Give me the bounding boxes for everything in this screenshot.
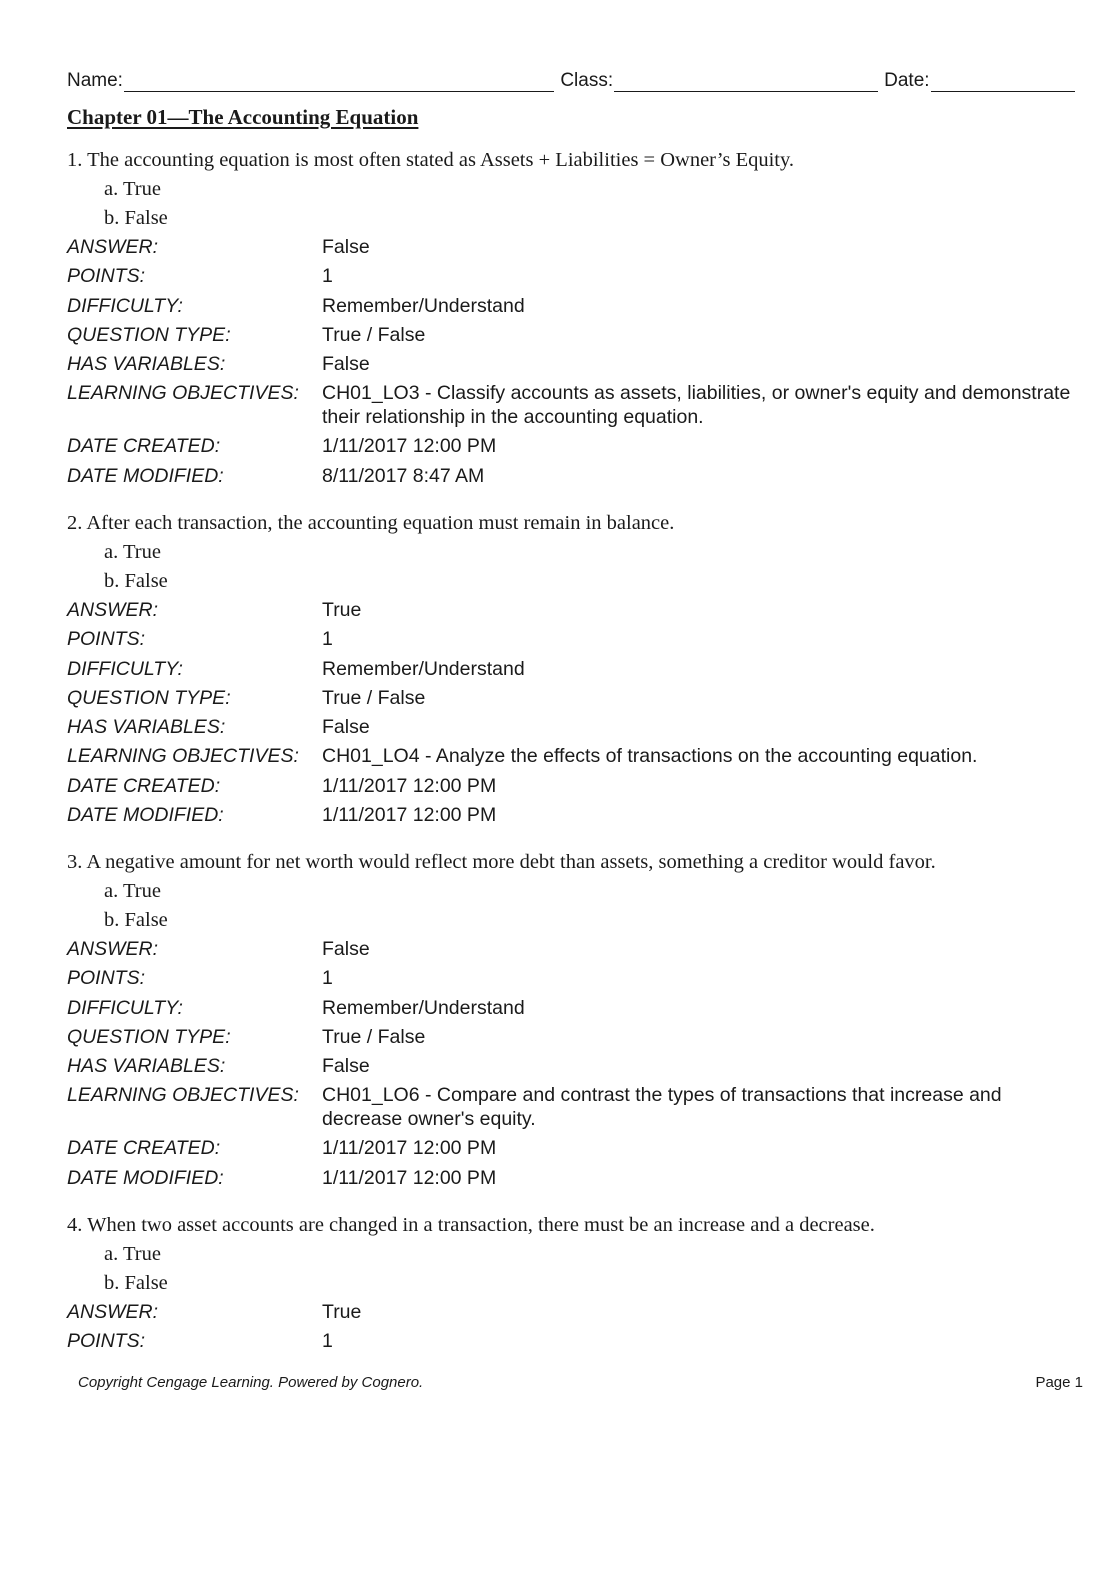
meta-key: HAS VARIABLES: [67,716,226,739]
page-number: Page 1 [1035,1374,1083,1391]
question-stem: 2. After each transaction, the accounting equation must remain in balance. [67,512,675,534]
meta-key: HAS VARIABLES: [67,1055,226,1078]
meta-row-points [67,964,1077,993]
meta-row-question-type [67,321,1077,350]
meta-key: POINTS: [67,628,146,651]
meta-row-question-type [67,684,1077,713]
date-label: Date: [884,70,930,91]
meta-value: CH01_LO3 - Classify accounts as assets, liabilities, or owner's equity and demonstrate their relationship in the accounting equation. [322,382,1071,428]
meta-row-points [67,1327,1077,1356]
meta-key: ANSWER: [67,1301,159,1323]
meta-value: False [322,236,370,258]
question-stem: 4. When two asset accounts are changed in a transaction, there must be an increase and a decrease. [67,1214,875,1236]
meta-row-date-created [67,1134,1077,1163]
meta-row-date-modified [67,801,1077,830]
meta-row-difficulty [67,994,1077,1023]
meta-value: 1/11/2017 12:00 PM [322,1137,497,1160]
meta-key: QUESTION TYPE: [67,1025,231,1048]
meta-key: HAS VARIABLES: [67,353,226,376]
meta-row-difficulty [67,292,1077,321]
meta-key: DATE MODIFIED: [67,804,224,827]
meta-value: False [322,1055,370,1078]
meta-key: LEARNING OBJECTIVES: [67,382,299,405]
meta-key: POINTS: [67,265,146,288]
meta-value: CH01_LO6 - Compare and contrast the types of transactions that increase and decrease owner's equity. [322,1084,1002,1130]
meta-key: QUESTION TYPE: [67,323,231,346]
question-stem: 3. A negative amount for net worth would reflect more debt than assets, something a creditor would favor. [67,851,936,873]
meta-key: ANSWER: [67,236,159,258]
option-b: b. False [104,207,168,229]
meta-key: DATE CREATED: [67,435,221,458]
meta-value: True / False [322,323,426,346]
meta-row-date-created [67,772,1077,801]
meta-value: Remember/Understand [322,657,525,680]
option-b: b. False [104,1272,168,1294]
meta-row-answer [67,233,1077,262]
meta-row-date-created [67,432,1077,461]
option-b: b. False [104,570,168,592]
meta-value: 1 [322,265,333,288]
meta-value: 1 [322,628,333,651]
meta-row-learning-objectives [67,742,1077,771]
question-block [67,509,1077,830]
meta-value: False [322,938,370,960]
option-a: a. True [104,178,161,200]
meta-key: DATE CREATED: [67,774,221,797]
meta-row-answer [67,596,1077,625]
meta-key: POINTS: [67,1330,146,1353]
meta-row-learning-objectives [67,379,1077,432]
class-label: Class: [560,70,614,91]
meta-row-date-modified [67,1164,1077,1193]
meta-row-answer [67,935,1077,964]
meta-key: DATE MODIFIED: [67,464,224,487]
meta-value: 1/11/2017 12:00 PM [322,435,497,458]
question-block [67,146,1077,491]
meta-value: True / False [322,686,426,709]
meta-row-learning-objectives [67,1081,1077,1134]
meta-value: False [322,353,370,376]
meta-value: 1/11/2017 12:00 PM [322,804,497,827]
meta-row-difficulty [67,655,1077,684]
meta-row-date-modified [67,462,1077,491]
chapter-title: Chapter 01—The Accounting Equation [67,105,419,129]
meta-value: 1 [322,967,333,990]
meta-row-has-variables [67,350,1077,379]
name-blank-line [124,71,554,92]
meta-row-points [67,262,1077,291]
meta-key: LEARNING OBJECTIVES: [67,1084,299,1107]
question-block [67,1211,1077,1357]
meta-key: DIFFICULTY: [67,657,183,680]
meta-key: DATE CREATED: [67,1137,221,1160]
meta-value: True / False [322,1025,426,1048]
date-blank-line [931,71,1075,92]
option-a: a. True [104,1243,161,1265]
meta-value: 8/11/2017 8:47 AM [322,464,485,487]
copyright-notice: Copyright Cengage Learning. Powered by Cognero. [78,1374,424,1391]
option-a: a. True [104,541,161,563]
meta-value: 1 [322,1330,333,1353]
meta-value: True [322,599,362,621]
meta-value: Remember/Understand [322,294,525,317]
class-blank-line [614,71,878,92]
student-info-header [67,66,1075,92]
meta-key: QUESTION TYPE: [67,686,231,709]
meta-key: LEARNING OBJECTIVES: [67,745,299,768]
name-label: Name: [67,70,123,91]
meta-row-question-type [67,1023,1077,1052]
meta-row-has-variables [67,713,1077,742]
meta-key: ANSWER: [67,938,159,960]
question-block [67,848,1077,1193]
meta-value: CH01_LO4 - Analyze the effects of transactions on the accounting equation. [322,745,978,768]
meta-value: False [322,716,370,739]
meta-value: Remember/Understand [322,996,525,1019]
question-stem: 1. The accounting equation is most often stated as Assets + Liabilities = Owner’s Equity. [67,149,795,171]
meta-value: 1/11/2017 12:00 PM [322,1166,497,1189]
meta-value: 1/11/2017 12:00 PM [322,774,497,797]
meta-row-points [67,625,1077,654]
meta-key: POINTS: [67,967,146,990]
meta-key: DIFFICULTY: [67,996,183,1019]
option-a: a. True [104,880,161,902]
meta-row-answer [67,1298,1077,1327]
meta-key: DATE MODIFIED: [67,1166,224,1189]
option-b: b. False [104,909,168,931]
meta-key: DIFFICULTY: [67,294,183,317]
meta-key: ANSWER: [67,599,159,621]
meta-value: True [322,1301,362,1323]
meta-row-has-variables [67,1052,1077,1081]
